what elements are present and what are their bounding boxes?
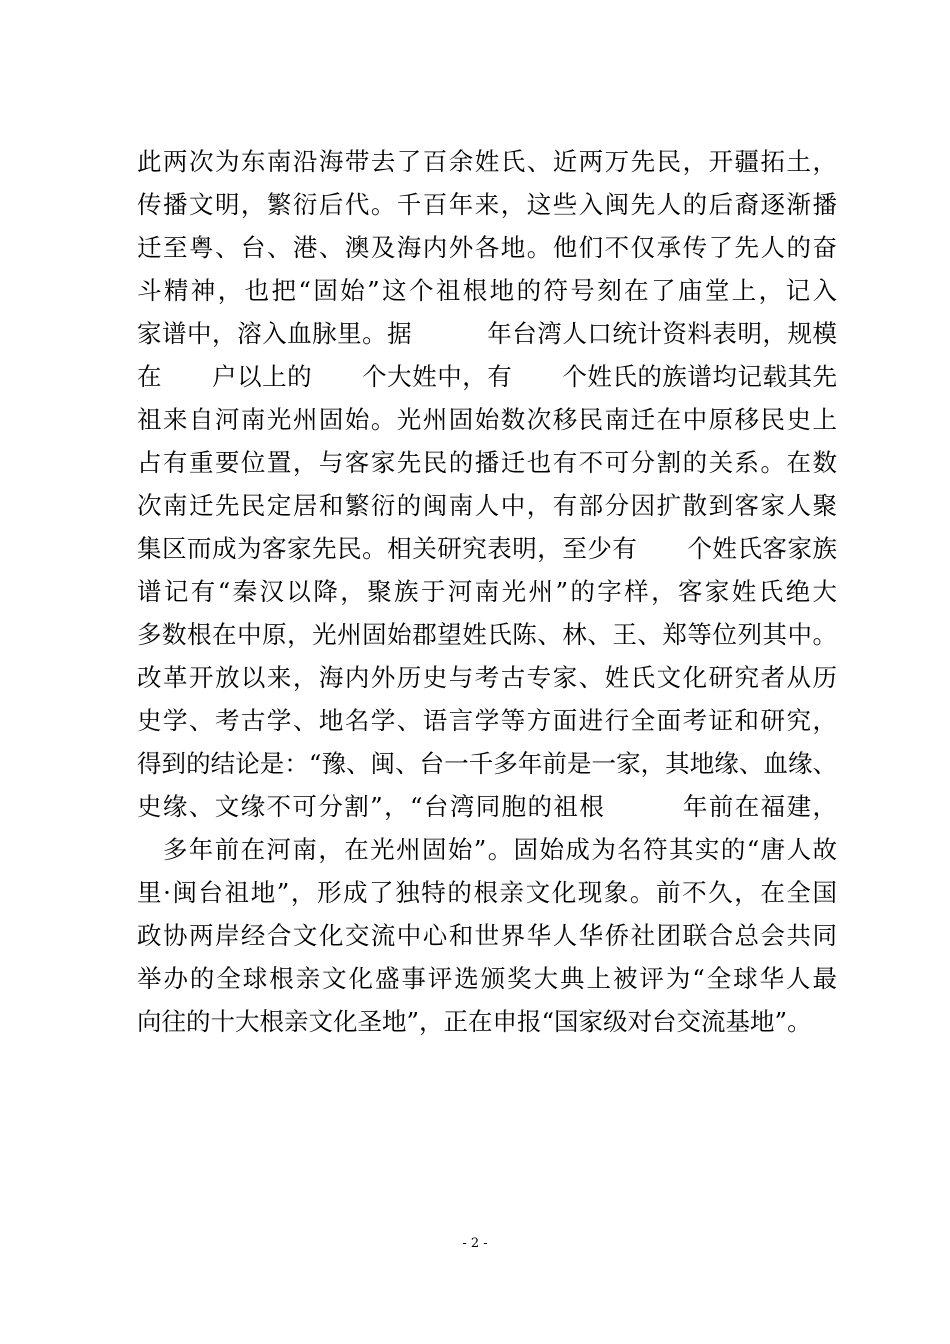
text-line-13: 改革开放以来，海内外历史与考古专家、姓氏文化研究者从历 — [137, 663, 837, 692]
text-line-14: 史学、考古学、地名学、语言学等方面进行全面考证和研究， — [137, 706, 837, 735]
text-line-9: 次南迁先民定居和繁衍的闽南人中，有部分因扩散到客家人聚 — [137, 491, 837, 520]
text-line-17: 多年前在河南，在光州固始”。固始成为名符其实的“唐人故 — [137, 835, 837, 864]
text-line-20: 举办的全球根亲文化盛事评选颁奖大典上被评为“全球华人最 — [137, 964, 837, 993]
text-line-6: 在 户以上的 个大姓中，有 个姓氏的族谱均记载其先 — [137, 362, 837, 391]
text-line-10: 集区而成为客家先民。相关研究表明，至少有 个姓氏客家族 — [137, 534, 837, 563]
text-line-4: 斗精神，也把“固始”这个祖根地的符号刻在了庙堂上，记入 — [137, 276, 837, 305]
text-line-5: 家谱中，溶入血脉里。据 年台湾人口统计资料表明，规模 — [137, 319, 837, 348]
text-line-21: 向往的十大根亲文化圣地”，正在申报“国家级对台交流基地”。 — [137, 1007, 812, 1036]
text-line-3: 迁至粤、台、港、澳及海内外各地。他们不仅承传了先人的奋 — [137, 233, 837, 262]
text-line-2: 传播文明，繁衍后代。千百年来，这些入闽先人的后裔逐渐播 — [137, 190, 837, 219]
text-line-18: 里·闽台祖地”，形成了独特的根亲文化现象。前不久，在全国 — [137, 878, 837, 907]
text-line-12: 多数根在中原，光州固始郡望姓氏陈、林、王、郑等位列其中。 — [137, 620, 837, 649]
text-line-7: 祖来自河南光州固始。光州固始数次移民南迁在中原移民史上 — [137, 405, 837, 434]
text-line-1: 此两次为东南沿海带去了百余姓氏、近两万先民，开疆拓土， — [137, 147, 837, 176]
text-line-19: 政协两岸经合文化交流中心和世界华人华侨社团联合总会共同 — [137, 921, 837, 950]
text-line-15: 得到的结论是：“豫、闽、台一千多年前是一家，其地缘、血缘、 — [137, 749, 837, 778]
page-number: - 2 - — [462, 1236, 488, 1251]
text-line-16: 史缘、文缘不可分割”，“台湾同胞的祖根 年前在福建， — [137, 792, 837, 821]
text-line-8: 占有重要位置，与客家先民的播迁也有不可分割的关系。在数 — [137, 448, 837, 477]
text-line-11: 谱记有“秦汉以降，聚族于河南光州”的字样，客家姓氏绝大 — [137, 577, 837, 606]
